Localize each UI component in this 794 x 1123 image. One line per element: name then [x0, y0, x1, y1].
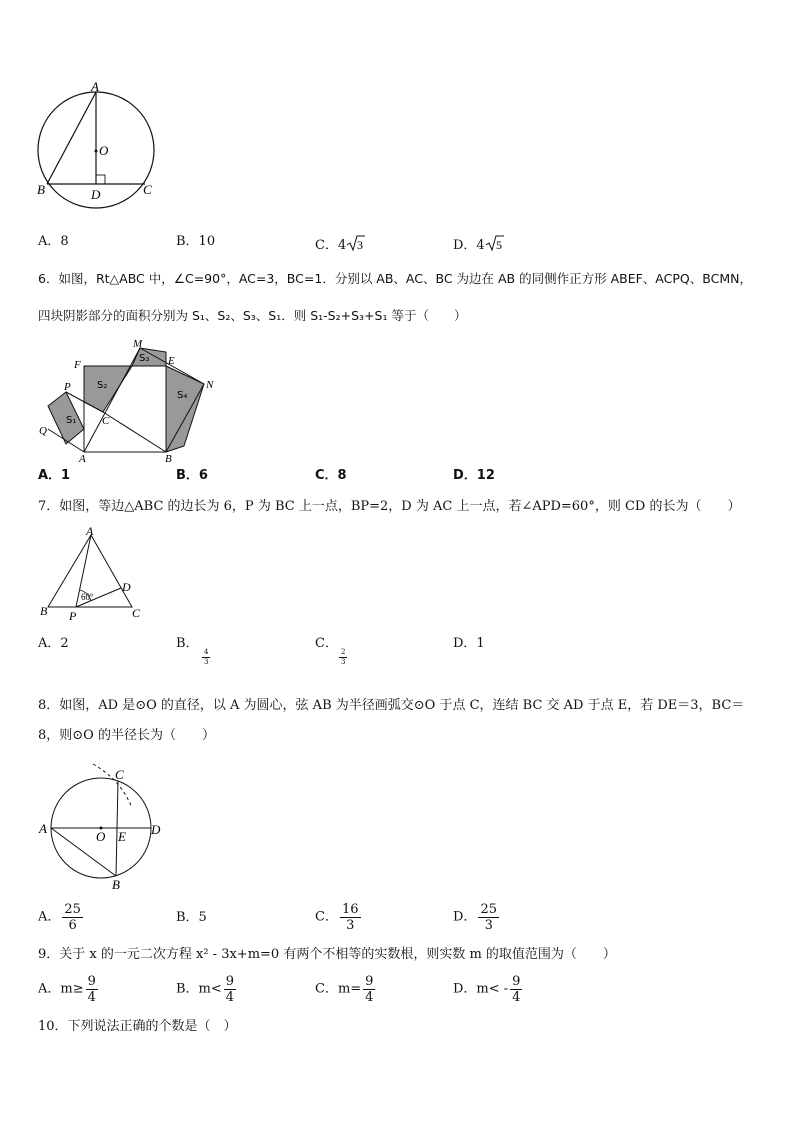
label-D: D — [122, 580, 131, 594]
q9-option-a-fraction — [86, 974, 98, 1005]
q8-option-d-label: D． — [453, 909, 477, 925]
q8-option-d-fraction — [478, 902, 499, 933]
label-B: B — [37, 182, 45, 197]
q9-option-d — [453, 974, 522, 1005]
q8-figure — [36, 758, 168, 894]
q8-option-a-label: A． — [38, 909, 61, 925]
fraction-numerator: 2 — [341, 648, 346, 656]
fraction-numerator: 9 — [225, 974, 235, 989]
q5-option-b: B．10 — [176, 234, 216, 249]
label-P: P — [64, 381, 71, 393]
q8-option-a-fraction — [62, 902, 83, 933]
q9-option-b — [176, 974, 236, 1005]
label-P: P — [69, 609, 77, 623]
fraction-denominator: 3 — [204, 658, 209, 666]
fraction-numerator: 16 — [341, 902, 359, 917]
label-Q: Q — [39, 425, 47, 437]
q6-option-b: B．6 — [176, 468, 208, 483]
fraction-denominator: 4 — [225, 990, 235, 1005]
q9-option-c-label: C．m= — [315, 981, 362, 997]
q9-option-d-label: D．m< - — [453, 981, 509, 997]
q9-text: 9．关于 x 的一元二次方程 x² - 3x+m=0 有两个不相等的实数根，则实数 m 的取值范围为（ ） — [38, 947, 616, 962]
q7-option-b-fraction — [202, 648, 210, 667]
q5-option-c — [315, 234, 366, 257]
label-O: O — [99, 143, 109, 158]
fraction-numerator: 9 — [512, 974, 521, 989]
q6-figure — [36, 336, 226, 464]
q8-option-c-fraction — [340, 902, 361, 933]
q8-option-c-label: C． — [315, 909, 338, 925]
q9-option-c — [315, 974, 375, 1005]
label-C: C — [115, 767, 124, 782]
q5-option-d-text: D．4 — [453, 238, 485, 253]
label-A: A — [79, 453, 86, 464]
q8-text-line2: 8，则⊙O 的半径长为（ ） — [38, 728, 215, 743]
fraction-numerator: 25 — [480, 902, 497, 917]
fraction-denominator: 3 — [341, 658, 346, 666]
fraction-denominator: 6 — [68, 918, 77, 933]
q9-option-b-fraction — [224, 974, 236, 1005]
label-S1: S₁ — [66, 415, 77, 426]
q9-option-a-label: A．m≥ — [38, 981, 84, 997]
q6-text-line2: 四块阴影部分的面积分别为 S₁、S₂、S₃、S₁．则 S₁-S₂+S₃+S₁ 等于（ ） — [38, 308, 467, 323]
label-M: M — [133, 338, 143, 350]
q7-option-d: D．1 — [453, 636, 485, 651]
q5-option-d — [453, 234, 505, 257]
fraction-denominator: 4 — [365, 990, 374, 1005]
q9-option-c-fraction — [363, 974, 375, 1005]
q7-option-c-label: C． — [315, 636, 338, 651]
q7-option-c — [315, 636, 346, 666]
q5-option-a: A．8 — [38, 234, 69, 249]
q9-option-a — [38, 974, 98, 1005]
label-E: E — [118, 829, 126, 844]
q9-option-d-fraction — [510, 974, 522, 1005]
label-D: D — [151, 822, 161, 837]
fraction-denominator: 4 — [87, 990, 96, 1005]
label-F: F — [74, 359, 81, 371]
fraction-numerator: 9 — [87, 974, 96, 989]
q7-figure — [36, 525, 156, 625]
q10-text: 10．下列说法正确的个数是（ ） — [38, 1019, 237, 1034]
label-C: C — [143, 182, 152, 197]
q9-option-b-label: B．m< — [176, 981, 222, 997]
label-S3: S₃ — [139, 353, 150, 364]
label-A: A — [86, 525, 94, 538]
label-N: N — [206, 379, 214, 391]
sqrt-symbol — [485, 234, 505, 257]
sqrt-symbol — [346, 234, 366, 257]
q5-figure — [30, 80, 170, 220]
q7-option-b-label: B． — [176, 636, 199, 651]
fraction-denominator: 3 — [346, 918, 355, 933]
q6-text-line1: 6．如图，Rt△ABC 中，∠C=90°，AC=3，BC=1．分别以 AB、AC、BC 为边在 AB 的同侧作正方形 ABEF、ACPQ、BCMN， — [38, 271, 752, 286]
fraction-denominator: 3 — [484, 918, 493, 933]
label-S4: S₄ — [177, 390, 188, 401]
label-B: B — [112, 877, 120, 892]
fraction-numerator: 25 — [64, 902, 81, 917]
q5-option-c-radicand: 3 — [357, 238, 364, 252]
label-A: A — [91, 80, 99, 94]
label-A: A — [39, 821, 47, 836]
label-D: D — [91, 187, 101, 202]
q6-option-c: C．8 — [315, 468, 347, 483]
q8-option-b: B．5 — [176, 910, 207, 925]
fraction-numerator: 4 — [204, 648, 209, 656]
label-B: B — [165, 453, 172, 464]
q8-text-line1: 8．如图，AD 是⊙O 的直径，以 A 为圆心，弦 AB 为半径画弧交⊙O 于点 C，连结 BC 交 AD 于点 E，若 DE＝3，BC＝ — [38, 698, 745, 713]
label-S2: S₂ — [97, 380, 108, 391]
label-E: E — [168, 355, 175, 367]
q6-option-a: A．1 — [38, 468, 71, 483]
q7-option-a: A．2 — [38, 636, 69, 651]
q8-option-a — [38, 902, 83, 933]
label-C: C — [132, 606, 141, 620]
fraction-denominator: 4 — [512, 990, 521, 1005]
label-C: C — [102, 415, 110, 427]
q8-option-d — [453, 902, 499, 933]
q8-option-c — [315, 902, 361, 933]
q7-text: 7．如图，等边△ABC 的边长为 6，P 为 BC 上一点，BP=2，D 为 AC 上一点，若∠APD=60°，则 CD 的长为（ ） — [38, 499, 741, 514]
fraction-numerator: 9 — [365, 974, 374, 989]
label-angle: 60° — [81, 592, 94, 602]
label-B: B — [40, 604, 48, 618]
q7-option-c-fraction — [339, 648, 347, 667]
label-O: O — [96, 829, 106, 844]
q7-option-b — [176, 636, 209, 666]
q6-option-d: D．12 — [453, 468, 495, 483]
q5-option-c-text: C．4 — [315, 238, 347, 253]
q5-option-d-radicand: 5 — [495, 238, 502, 252]
